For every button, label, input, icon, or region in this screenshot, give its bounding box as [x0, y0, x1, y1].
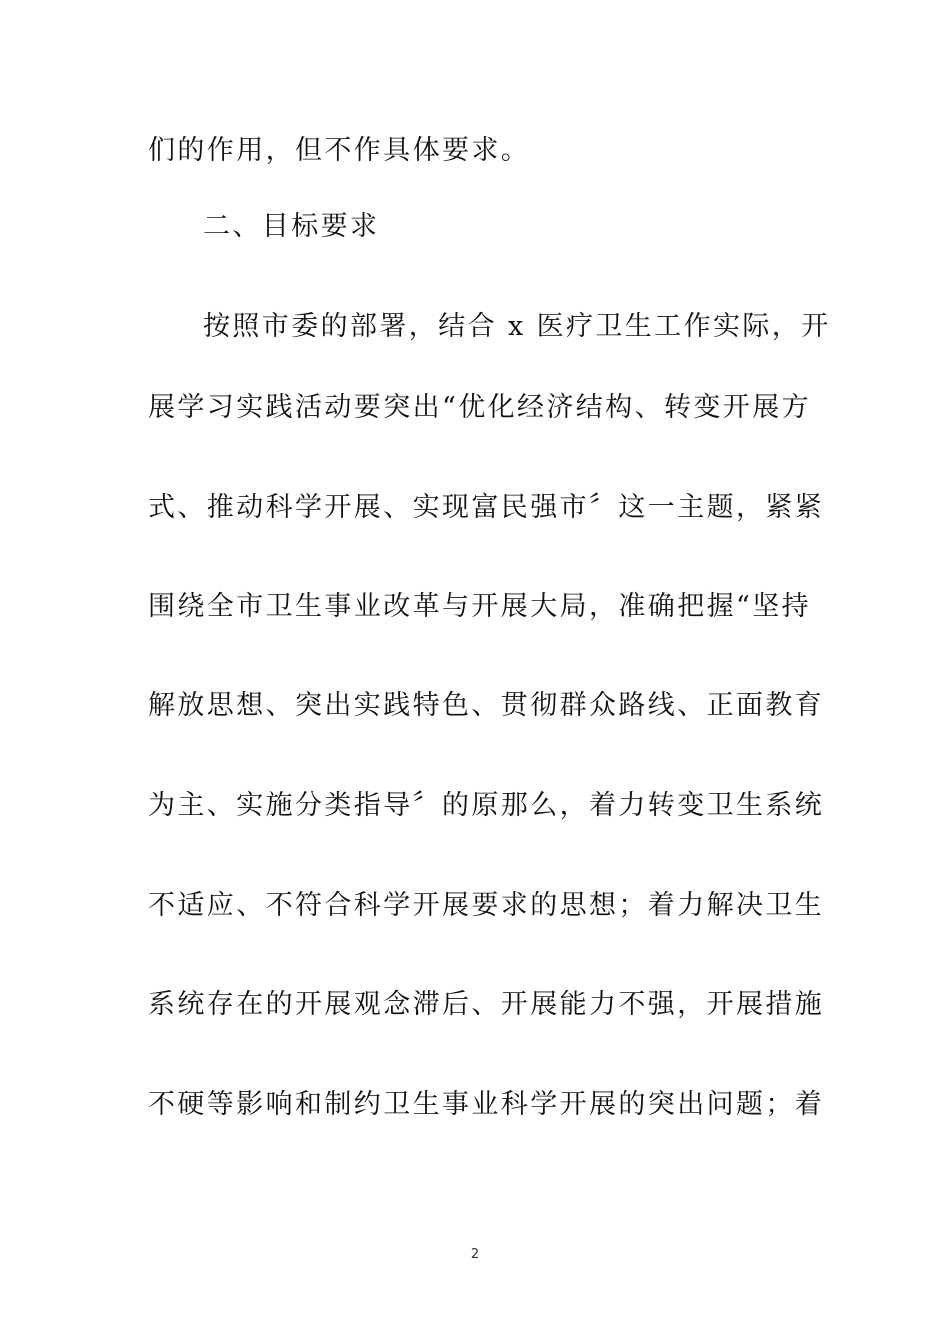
paragraph-line-4: 式、推动科学开展、实现富民强市〞这一主题，紧紧 [148, 492, 825, 523]
paragraph-line-8: 不适应、不符合科学开展要求的思想；着力解决卫生 [148, 890, 825, 921]
paragraph-line-5: 围绕全市卫生事业改革与开展大局，准确把握“坚持 [148, 591, 812, 622]
paragraph-line-2: 按照市委的部署，结合 x 医疗卫生工作实际，开 [203, 311, 831, 342]
paragraph-line-7: 为主、实施分类指导〞的原那么，着力转变卫生系统 [148, 790, 825, 821]
paragraph-line-1: 们的作用，但不作具体要求。 [148, 135, 531, 166]
paragraph-line-10: 不硬等影响和制约卫生事业科学开展的突出问题；着 [148, 1089, 825, 1120]
paragraph-line-3: 展学习实践活动要突出“优化经济结构、转变开展方 [148, 392, 812, 423]
page-number: 2 [470, 1247, 480, 1262]
paragraph-line-9: 系统存在的开展观念滞后、开展能力不强，开展措施 [148, 989, 825, 1020]
paragraph-line-6: 解放思想、突出实践特色、贯彻群众路线、正面教育 [148, 690, 825, 721]
section-heading: 二、目标要求 [203, 211, 380, 242]
